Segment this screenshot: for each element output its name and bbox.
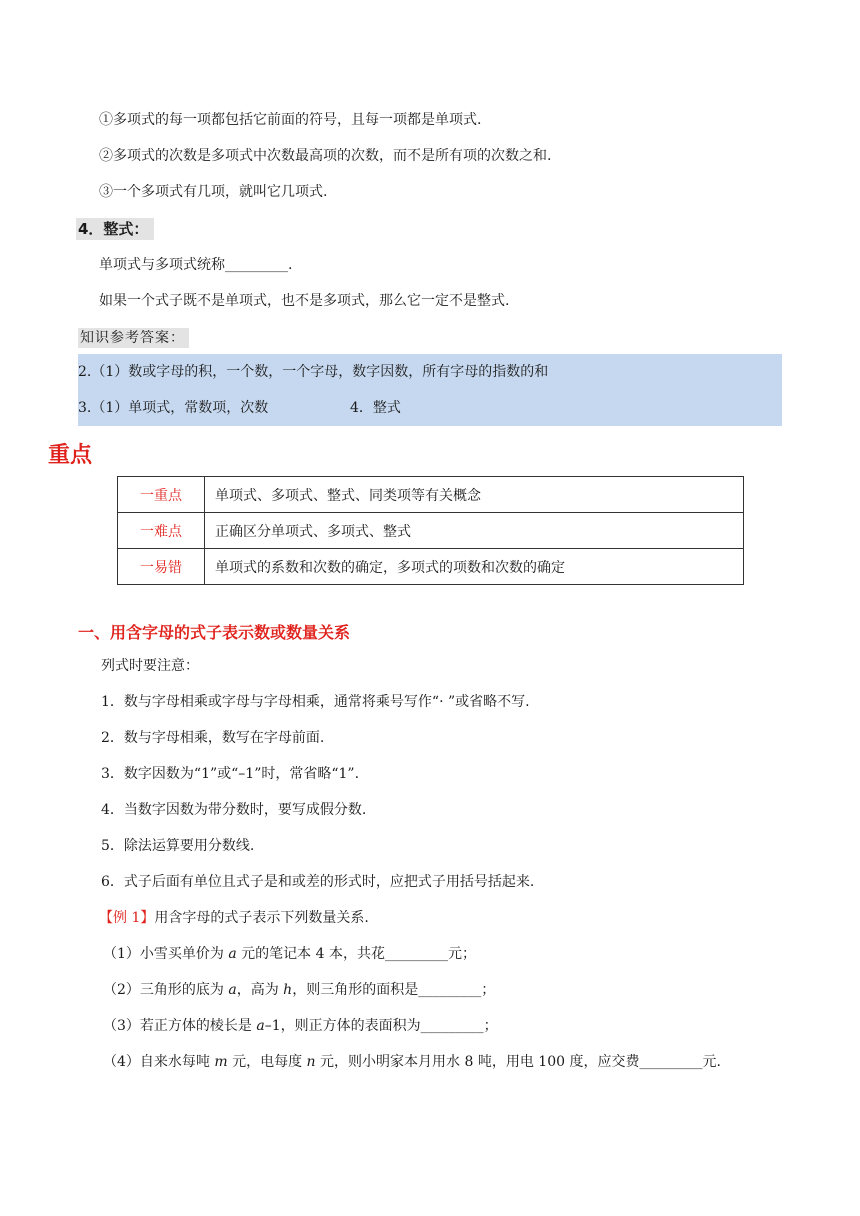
q2-text-c: ，则三角形的面积是_________； (292, 982, 496, 998)
table-row (118, 477, 744, 513)
section-1-heading: 一、用含字母的式子表示数或数量关系 (78, 623, 351, 642)
rule-1: 1．数与字母相乘或字母与字母相乘，通常将乘号写作“· ”或省略不写. (101, 694, 530, 710)
table-row (118, 549, 744, 585)
q1-text-a: （1）小雪买单价为 (103, 946, 229, 962)
rule-5: 5．除法运算要用分数线. (101, 838, 255, 854)
difficulty-text: 正确区分单项式、多项式、整式 (205, 513, 744, 549)
section-4-heading: 4．整式： (76, 218, 154, 240)
q4-text-a: （4）自来水每吨 (103, 1054, 215, 1070)
q4-text-b: 元，电每度 (227, 1054, 307, 1070)
rule-6: 6．式子后面有单位且式子是和或差的形式时，应把式子用括号括起来. (101, 874, 535, 890)
question-1 (103, 944, 476, 964)
q3-var: a (256, 1018, 265, 1034)
section-1-intro: 列式时要注意： (101, 658, 199, 674)
q1-var: a (228, 946, 237, 962)
q2-var-2: h (283, 982, 293, 998)
key-text: 单项式、多项式、整式、同类项等有关概念 (205, 477, 744, 513)
section-4-line-1: 单项式与多项式统称_________. (99, 257, 293, 273)
q2-text-b: ，高为 (236, 982, 284, 998)
answer-box (78, 354, 782, 426)
question-3 (103, 1016, 498, 1036)
question-2 (103, 980, 495, 1000)
key-points-table (117, 476, 744, 585)
answer-line-2a: 3.（1）单项式，常数项，次数 (78, 400, 269, 416)
key-label: 一重点 (118, 477, 205, 513)
q1-text-b: 元的笔记本 4 本，共花_________元； (236, 946, 476, 962)
q4-var-2: n (306, 1054, 316, 1070)
q4-var-1: m (214, 1054, 228, 1070)
q3-text-b: –1，则正方体的表面积为_________； (264, 1018, 498, 1034)
q3-text-a: （3）若正方体的棱长是 (103, 1018, 257, 1034)
rule-4: 4．当数字因数为带分数时，要写成假分数. (101, 802, 367, 818)
difficulty-label: 一难点 (118, 513, 205, 549)
rule-3: 3．数字因数为“1”或“–1”时，常省略“1”. (101, 766, 360, 782)
note-2: ②多项式的次数是多项式中次数最高项的次数，而不是所有项的次数之和. (99, 148, 552, 164)
answer-line-1: 2.（1）数或字母的积，一个数，一个字母，数字因数，所有字母的指数的和 (78, 364, 549, 380)
rule-2: 2．数与字母相乘，数写在字母前面. (101, 730, 325, 746)
example-1-prompt: 用含字母的式子表示下列数量关系. (154, 910, 369, 926)
note-3: ③一个多项式有几项，就叫它几项式. (99, 184, 328, 200)
table-row (118, 513, 744, 549)
error-prone-text: 单项式的系数和次数的确定，多项式的项数和次数的确定 (205, 549, 744, 585)
question-4 (103, 1052, 721, 1072)
example-1-line (99, 908, 369, 928)
q2-text-a: （2）三角形的底为 (103, 982, 229, 998)
key-points-heading: 重点 (48, 443, 93, 468)
section-4-line-2: 如果一个式子既不是单项式，也不是多项式，那么它一定不是整式. (99, 293, 510, 309)
error-prone-label: 一易错 (118, 549, 205, 585)
q4-text-c: 元，则小明家本月用水 8 吨，用电 100 度，应交费_________元. (315, 1054, 721, 1070)
reference-heading: 知识参考答案： (78, 328, 189, 348)
q2-var-1: a (228, 982, 237, 998)
example-1-tag: 【例 1】 (99, 910, 155, 926)
note-1: ①多项式的每一项都包括它前面的符号，且每一项都是单项式. (99, 112, 482, 128)
answer-line-2b: 4．整式 (350, 400, 401, 416)
